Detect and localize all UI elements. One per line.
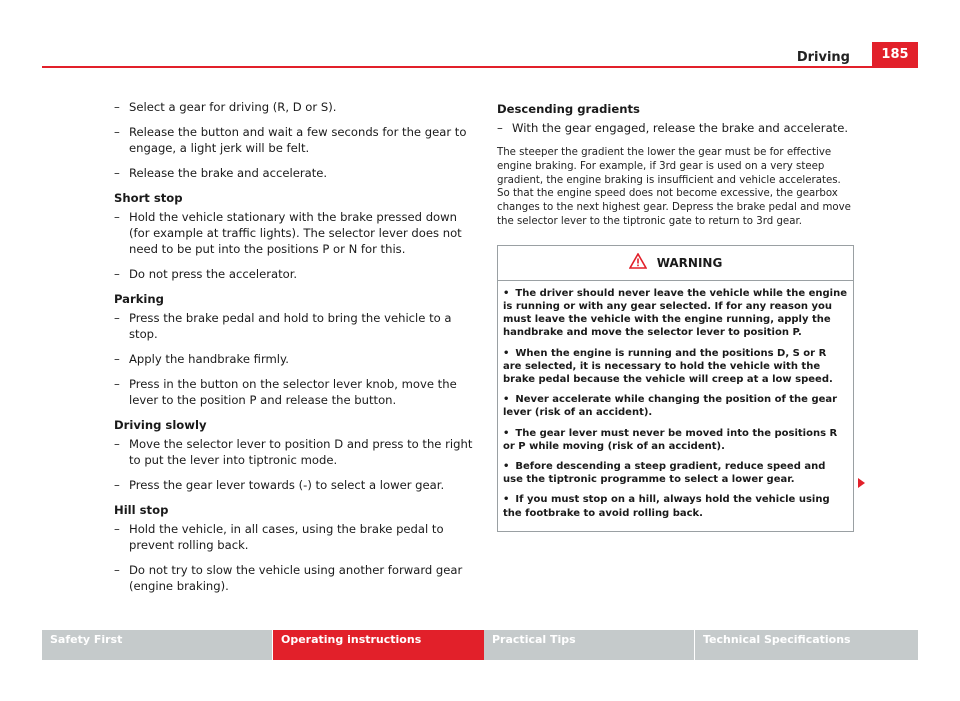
list-item: – Press in the button on the selector lever knob, move the lever to the position P and release the button. bbox=[114, 377, 457, 407]
list-item: – Press the gear lever towards (-) to select a lower gear. bbox=[114, 478, 445, 492]
warning-bullet: • The gear lever must never be moved into the positions R or P while moving (risk of an accident). bbox=[503, 427, 838, 452]
page-number: 185 bbox=[872, 42, 918, 67]
warning-bullet: • When the engine is running and the positions D, S or R are selected, it is necessary to hold the vehicle with the brake pedal because the vehicle will creep at a low speed. bbox=[503, 347, 833, 385]
list-item: – Release the button and wait a few seconds for the gear to engage, a light jerk will be felt. bbox=[114, 125, 467, 155]
footer-tab-practical-tips[interactable]: Practical Tips bbox=[484, 630, 694, 660]
warning-header bbox=[498, 246, 853, 281]
warning-body bbox=[498, 281, 853, 531]
list-item: – Hold the vehicle, in all cases, using the brake pedal to prevent rolling back. bbox=[114, 522, 444, 552]
warning-bullet: • Never accelerate while changing the position of the gear lever (risk of an accident). bbox=[503, 394, 838, 419]
left-column bbox=[114, 99, 474, 603]
section-heading-descending-gradients: Descending gradients bbox=[497, 102, 640, 116]
warning-triangle-icon bbox=[629, 253, 647, 273]
footer-tab-safety-first[interactable]: Safety First bbox=[42, 630, 272, 660]
continue-arrow-icon bbox=[858, 478, 865, 488]
list-item: – Move the selector lever to position D and press to the right to put the lever into tiptronic mode. bbox=[114, 437, 473, 467]
page-header-title: Driving bbox=[796, 50, 850, 65]
section-heading-short-stop: Short stop bbox=[114, 191, 183, 205]
section-heading-hill-stop: Hill stop bbox=[114, 503, 169, 517]
list-item: – Release the brake and accelerate. bbox=[114, 166, 328, 180]
warning-bullet: • If you must stop on a hill, always hold the vehicle using the footbrake to avoid rolling back. bbox=[503, 494, 830, 519]
list-item: – Hold the vehicle stationary with the brake pressed down (for example at traffic lights). The selector lever does not need to be put into the positions P or N for this. bbox=[114, 210, 462, 256]
body-paragraph: The steeper the gradient the lower the gear must be for effective engine braking. For example, if 3rd gear is used on a very steep gradient, the engine braking is insufficient and vehicle accelerates. So that the engine speed does not become excessive, the gearbox changes to the next highest gear. Depress the brake pedal and move the selector lever to the tiptronic gate to return to 3rd gear. bbox=[497, 147, 851, 227]
list-item: – Apply the handbrake firmly. bbox=[114, 352, 289, 366]
section-heading-parking: Parking bbox=[114, 292, 164, 306]
list-item: – With the gear engaged, release the brake and accelerate. bbox=[497, 121, 849, 135]
warning-bullet: • The driver should never leave the vehicle while the engine is running or with any gear selected. If for any reason you must leave the vehicle with the engine running, apply the handbrake and move the selector lever to position P. bbox=[503, 287, 847, 339]
warning-box bbox=[497, 245, 854, 532]
list-item: – Do not try to slow the vehicle using another forward gear (engine braking). bbox=[114, 563, 463, 593]
list-item: – Press the brake pedal and hold to bring the vehicle to a stop. bbox=[114, 311, 452, 341]
list-item: – Do not press the accelerator. bbox=[114, 267, 298, 281]
header-divider bbox=[42, 66, 918, 68]
list-item: – Select a gear for driving (R, D or S). bbox=[114, 100, 337, 114]
right-column bbox=[497, 99, 853, 532]
footer-tab-operating-instructions[interactable]: Operating instructions bbox=[273, 630, 503, 660]
warning-title: WARNING bbox=[656, 255, 723, 270]
section-heading-driving-slowly: Driving slowly bbox=[114, 418, 207, 432]
warning-bullet: • Before descending a steep gradient, reduce speed and use the tiptronic programme to select a lower gear. bbox=[503, 461, 826, 486]
footer-tab-technical-specifications[interactable]: Technical Specifications bbox=[695, 630, 918, 660]
